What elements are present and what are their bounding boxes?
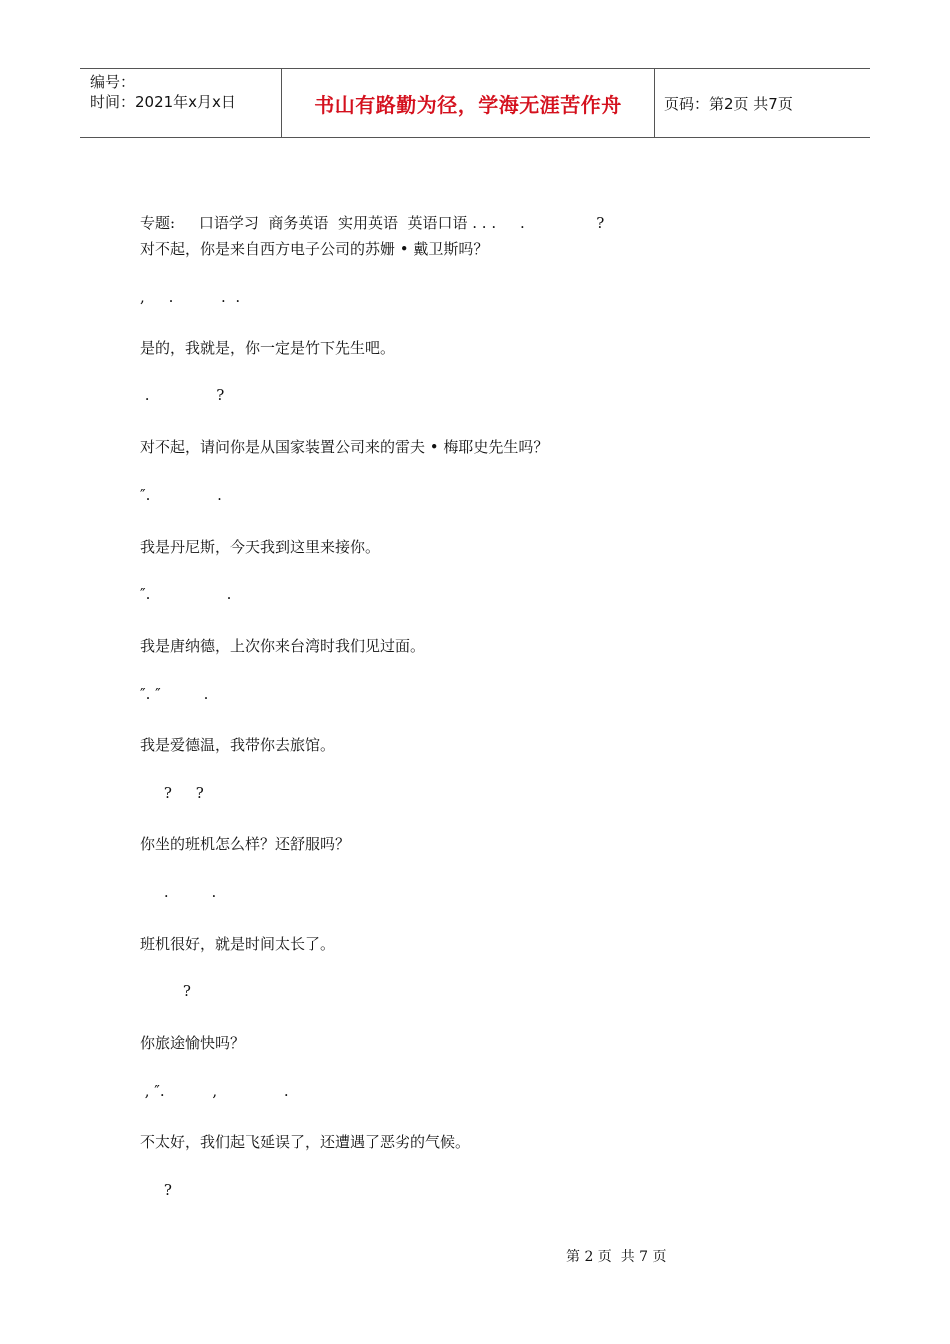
text-line: 你旅途愉快吗？ [140, 1034, 246, 1052]
text-line: 我是爱德温，我带你去旅馆。 [140, 736, 336, 754]
page-header [80, 68, 870, 138]
text-line: ? [140, 1181, 172, 1199]
text-line: . . [140, 883, 217, 901]
text-line: 是的，我就是，你一定是竹下先生吧。 [140, 339, 396, 357]
text-line: 我是丹尼斯，今天我到这里来接你。 [140, 538, 381, 556]
text-line: ? ? [140, 784, 204, 802]
text-line: 不太好，我们起飞延误了，还遭遇了恶劣的气候。 [140, 1133, 471, 1151]
text-line: 班机很好，就是时间太长了。 [140, 935, 336, 953]
page-footer: 第 2 页 共 7 页 [566, 1249, 667, 1265]
text-line: ″. ″ . [140, 685, 209, 703]
header-meta [80, 69, 280, 137]
header-motto-cell [281, 69, 655, 137]
header-motto: 书山有路勤为径，学海无涯苦作舟 [314, 92, 622, 117]
text-line: 我是唐纳德，上次你来台湾时我们见过面。 [140, 637, 426, 655]
text-line: ″. . [140, 585, 232, 603]
text-line: ? [140, 982, 191, 1000]
header-page-info: 页码：第2页 共7页 [664, 94, 793, 113]
text-line: ″. . [140, 486, 222, 504]
document-date: 时间：2021年x月x日 [90, 93, 236, 111]
text-line: 对不起，你是来自西方电子公司的苏姗 • 戴卫斯吗？ [140, 240, 489, 258]
topic-line: 专题: 口语学习 商务英语 实用英语 英语口语 . . . . ? [140, 214, 605, 232]
text-line: . ? [140, 386, 225, 404]
document-number-label: 编号： [90, 73, 136, 91]
text-line: , ″. , . [140, 1082, 289, 1100]
text-line: 你坐的班机怎么样？还舒服吗？ [140, 835, 351, 853]
text-line: 对不起，请问你是从国家装置公司来的雷夫 • 梅耶史先生吗？ [140, 438, 549, 456]
text-line: , . . . [140, 288, 241, 306]
